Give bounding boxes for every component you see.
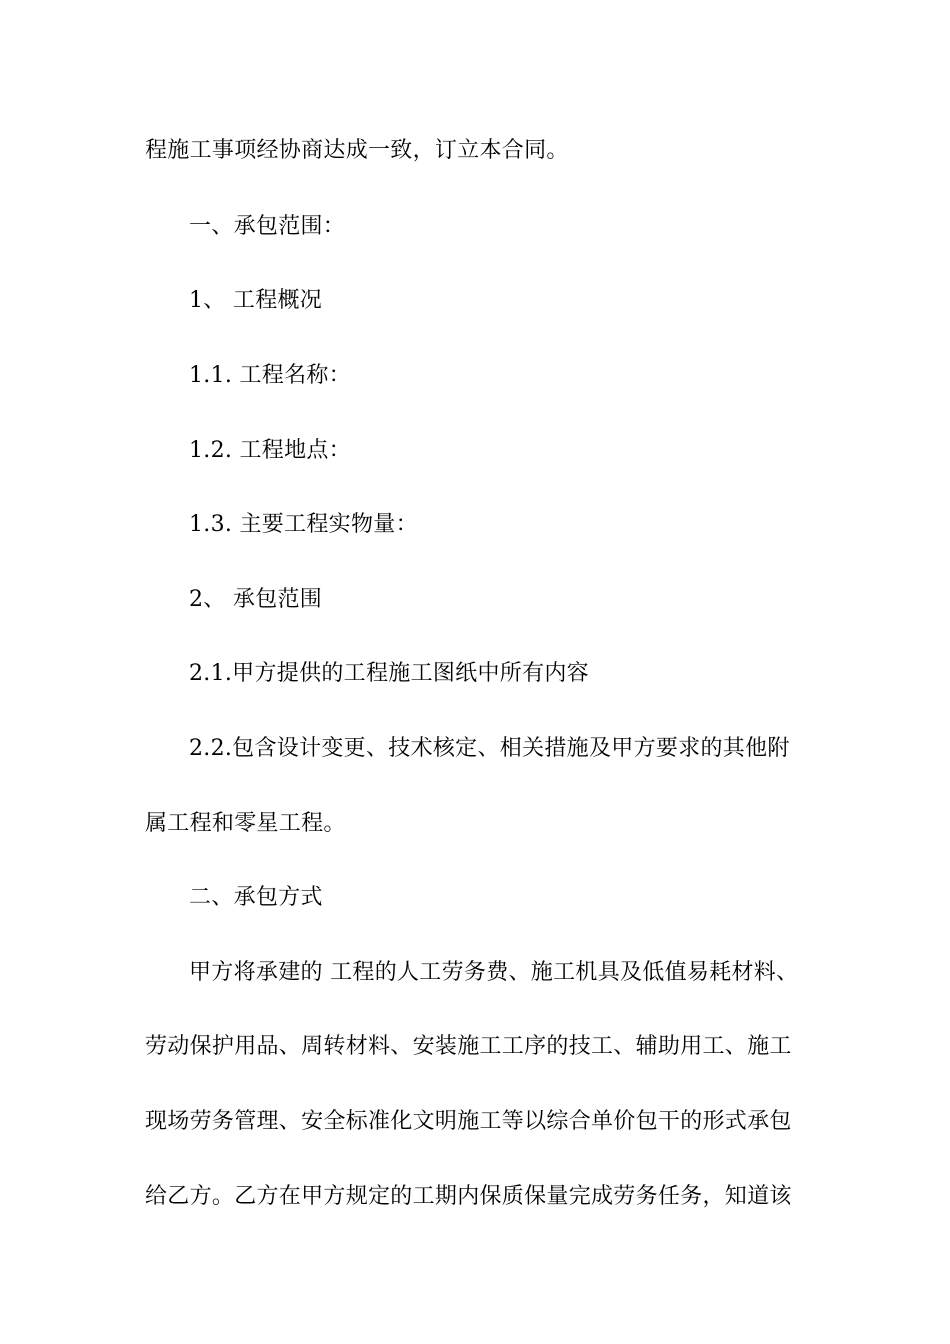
section-heading-method: 二、承包方式	[189, 885, 323, 910]
item-project-name: 1.1. 工程名称：	[189, 363, 351, 388]
subheading-contract-scope: 2、 承包范围	[189, 587, 323, 612]
subheading-project-overview: 1、 工程概况	[189, 288, 323, 313]
paragraph-line: 给乙方。乙方在甲方规定的工期内保质保量完成劳务任务，知道该	[145, 1184, 792, 1209]
item-project-location: 1.2. 工程地点：	[189, 438, 351, 463]
paragraph-line: 现场劳务管理、安全标准化文明施工等以综合单价包干的形式承包	[145, 1109, 792, 1134]
item-main-quantities: 1.3. 主要工程实物量：	[189, 512, 418, 537]
paragraph-line: 属工程和零星工程。	[145, 811, 346, 836]
section-heading-scope: 一、承包范围：	[189, 214, 346, 239]
paragraph-line: 甲方将承建的 工程的人工劳务费、施工机具及低值易耗材料、	[189, 960, 799, 985]
item-scope-drawings: 2.1.甲方提供的工程施工图纸中所有内容	[189, 661, 589, 686]
item-scope-changes: 2.2.包含设计变更、技术核定、相关措施及甲方要求的其他附	[189, 736, 790, 761]
paragraph-line: 程施工事项经协商达成一致，订立本合同。	[145, 138, 569, 163]
paragraph-line: 劳动保护用品、周转材料、安装施工工序的技工、辅助用工、施工	[145, 1034, 792, 1059]
